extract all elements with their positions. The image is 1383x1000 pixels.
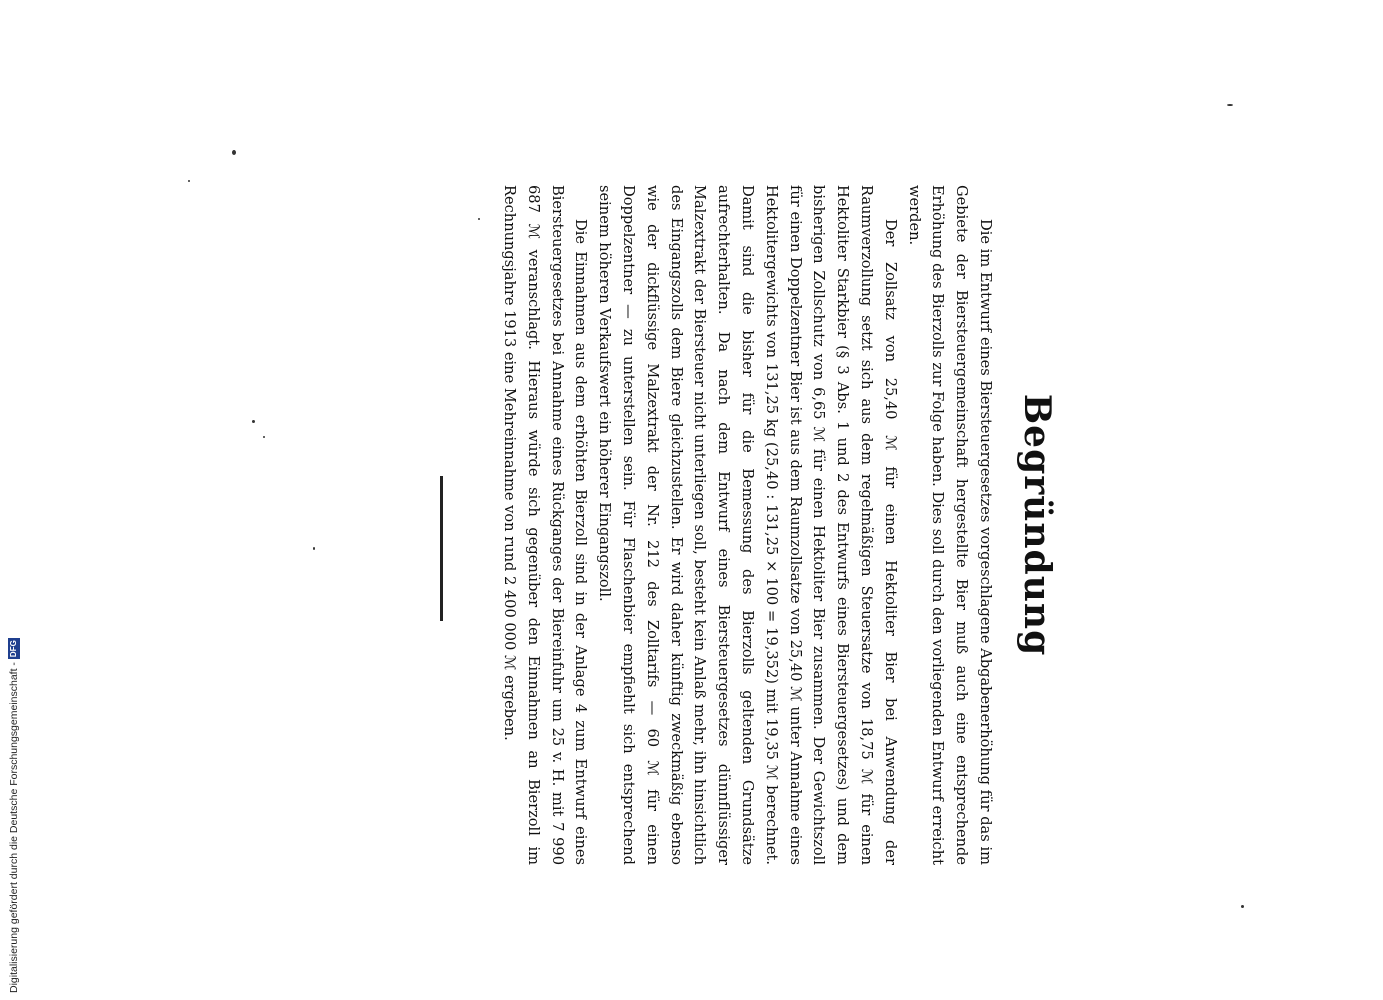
dfg-logo-icon: DFG (9, 640, 18, 658)
scan-speck (1241, 905, 1244, 908)
scan-speck (188, 180, 190, 182)
rotated-document-page (501, 185, 1058, 865)
scan-speck (313, 547, 315, 550)
scan-speck (1227, 104, 1233, 106)
paragraph-1: Die im Entwurf eines Biersteuergesetzes vorgeschlagene Abgabenerhöhung für das im Gebiete der Biersteuergemeinschaft hergestellte Bier muß auch eine entsprechende Erhöhung des Bierzolls zur Folge haben. Dies soll durch den vorliegenden Entwurf erreicht werden. (905, 185, 994, 865)
paragraph-2: Der Zollsatz von 25,40 ℳ für einen Hektoliter Bier bei Anwendung der Raumverzollung setzt sich aus dem regelmäßigen Steuersatze von 18,75 ℳ für einen Hektoliter Starkbier (§ 3 Abs. 1 und 2 des Entwurfs eines Biersteuergesetzes) und dem bisherigen Zollschutz von 6,65 ℳ für einen Hektoliter Bier zusammen. Der Gewichtszoll für einen Doppelzentner Bier ist aus dem Raumzollsatze von 25,40 ℳ unter Annahme eines Hektolitergewichts von 131,25 kg (25,40 : 131,25 × 100 = 19,352) mit 19,35 ℳ berechnet. Damit sind die bisher für die Bemessung des Bierzolls geltenden Grundsätze aufrechterhalten. Da nach dem Entwurf eines Biersteuergesetzes dünnflüssiger Malzextrakt der Biersteuer nicht unterliegen soll, besteht kein Anlaß mehr, ihn hinsichtlich des Eingangszolls dem Biere gleichzustellen. Er wird daher künftig zweckmäßig ebenso wie der dickflüssige Malzextrakt der Nr. 212 des Zolltarifs — 60 ℳ für einen Doppelzentner — zu unterstellen sein. Für Flaschenbier empfiehlt sich entsprechend seinem höheren Verkaufswert ein höherer Eingangszoll. (596, 185, 899, 865)
separator-rule (440, 476, 443, 621)
scan-speck (263, 436, 265, 438)
paragraph-3: Die Einnahmen aus dem erhöhten Bierzoll sind in der Anlage 4 zum Entwurf eines Biersteuergesetzes bei Annahme eines Rückganges der Biereinfuhr um 25 v. H. mit 7 990 687 ℳ veranschlagt. Hieraus würde sich gegenüber den Einnahmen an Bierzoll im Rechnungsjahre 1913 eine Mehreinnahme von rund 2 400 000 ℳ ergeben. (501, 185, 590, 865)
digitization-credit (8, 638, 20, 993)
scan-speck (478, 218, 480, 220)
page-title: Begründung (1016, 393, 1058, 657)
scan-speck (252, 420, 255, 423)
scan-speck (232, 150, 236, 155)
credit-text: Digitalisierung gefördert durch die Deutsche Forschungsgemeinschaft - (8, 662, 20, 993)
